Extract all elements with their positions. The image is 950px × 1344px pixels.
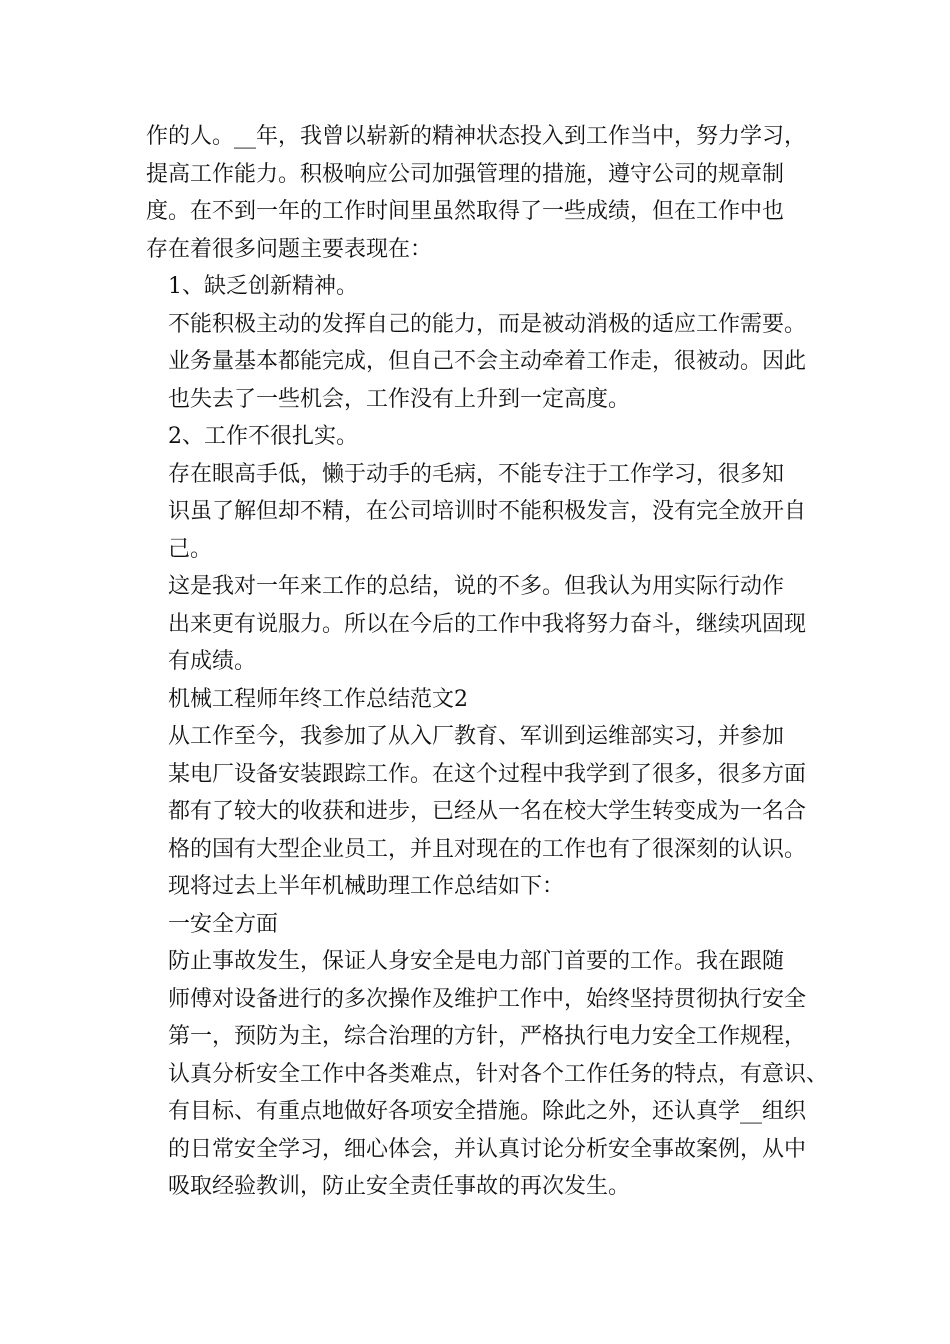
text-line: 从工作至今，我参加了从入厂教育、军训到运维部实习，并参加: [168, 724, 785, 749]
text-line: 2、工作不很扎实。: [168, 424, 358, 449]
text-line: 师傅对设备进行的多次操作及维护工作中，始终坚持贯彻执行安全: [168, 986, 807, 1012]
text-line: 认真分析安全工作中各类难点，针对各个工作任务的特点，有意识、: [168, 1061, 829, 1087]
text-line: 不能积极主动的发挥自己的能力，而是被动消极的适应工作需要。: [168, 311, 807, 337]
text-line: 防止事故发生，保证人身安全是电力部门首要的工作。我在跟随: [168, 949, 785, 974]
text-line: 一安全方面: [168, 911, 279, 937]
text-line: 存在眼高手低，懒于动手的毛病，不能专注于工作学习，很多知: [168, 461, 785, 487]
text-line: 己。: [168, 536, 213, 562]
paragraph: [146, 456, 818, 569]
text-line: 提高工作能力。积极响应公司加强管理的措施，遵守公司的规章制: [146, 161, 785, 187]
list-item-heading: [146, 268, 818, 306]
text-line: 度。在不到一年的工作时间里虽然取得了一些成绩，但在工作中也: [146, 199, 785, 224]
text-line: 识虽了解但却不精，在公司培训时不能积极发言，没有完全放开自: [168, 499, 807, 524]
text-line: 有成绩。: [168, 649, 257, 674]
paragraph: [146, 118, 818, 268]
subsection-heading: [146, 906, 818, 944]
paragraph: [146, 568, 818, 681]
text-line: 1、缺乏创新精神。: [168, 274, 358, 299]
text-line: 的日常安全学习，细心体会，并认真讨论分析安全事故案例，从中: [168, 1136, 807, 1162]
list-item-heading: [146, 418, 818, 456]
text-line: 作的人。__年，我曾以崭新的精神状态投入到工作当中，努力学习，: [146, 124, 807, 149]
document-body: [146, 118, 829, 1206]
text-line: 有目标、有重点地做好各项安全措施。除此之外，还认真学__组织: [168, 1099, 807, 1124]
paragraph: [146, 306, 818, 419]
text-line: 格的国有大型企业员工，并且对现在的工作也有了很深刻的认识。: [168, 836, 807, 862]
text-line: 机械工程师年终工作总结范文2: [168, 686, 468, 712]
text-line: 也失去了一些机会，工作没有上升到一定高度。: [168, 386, 631, 412]
paragraph: [146, 718, 818, 906]
text-line: 业务量基本都能完成，但自己不会主动牵着工作走，很被动。因此: [168, 349, 807, 374]
text-line: 这是我对一年来工作的总结，说的不多。但我认为用实际行动作: [168, 574, 785, 599]
text-line: 出来更有说服力。所以在今后的工作中我将努力奋斗，继续巩固现: [168, 611, 807, 637]
text-line: 第一，预防为主，综合治理的方针，严格执行电力安全工作规程，: [168, 1024, 807, 1049]
text-line: 某电厂设备安装跟踪工作。在这个过程中我学到了很多，很多方面: [168, 761, 807, 787]
text-line: 都有了较大的收获和进步，已经从一名在校大学生转变成为一名合: [168, 799, 807, 824]
text-line: 吸取经验教训，防止安全责任事故的再次发生。: [168, 1174, 631, 1199]
text-line: 存在着很多问题主要表现在：: [146, 236, 433, 262]
text-line: 现将过去上半年机械助理工作总结如下：: [168, 874, 565, 899]
paragraph: [146, 943, 829, 1206]
section-title: [146, 681, 818, 719]
